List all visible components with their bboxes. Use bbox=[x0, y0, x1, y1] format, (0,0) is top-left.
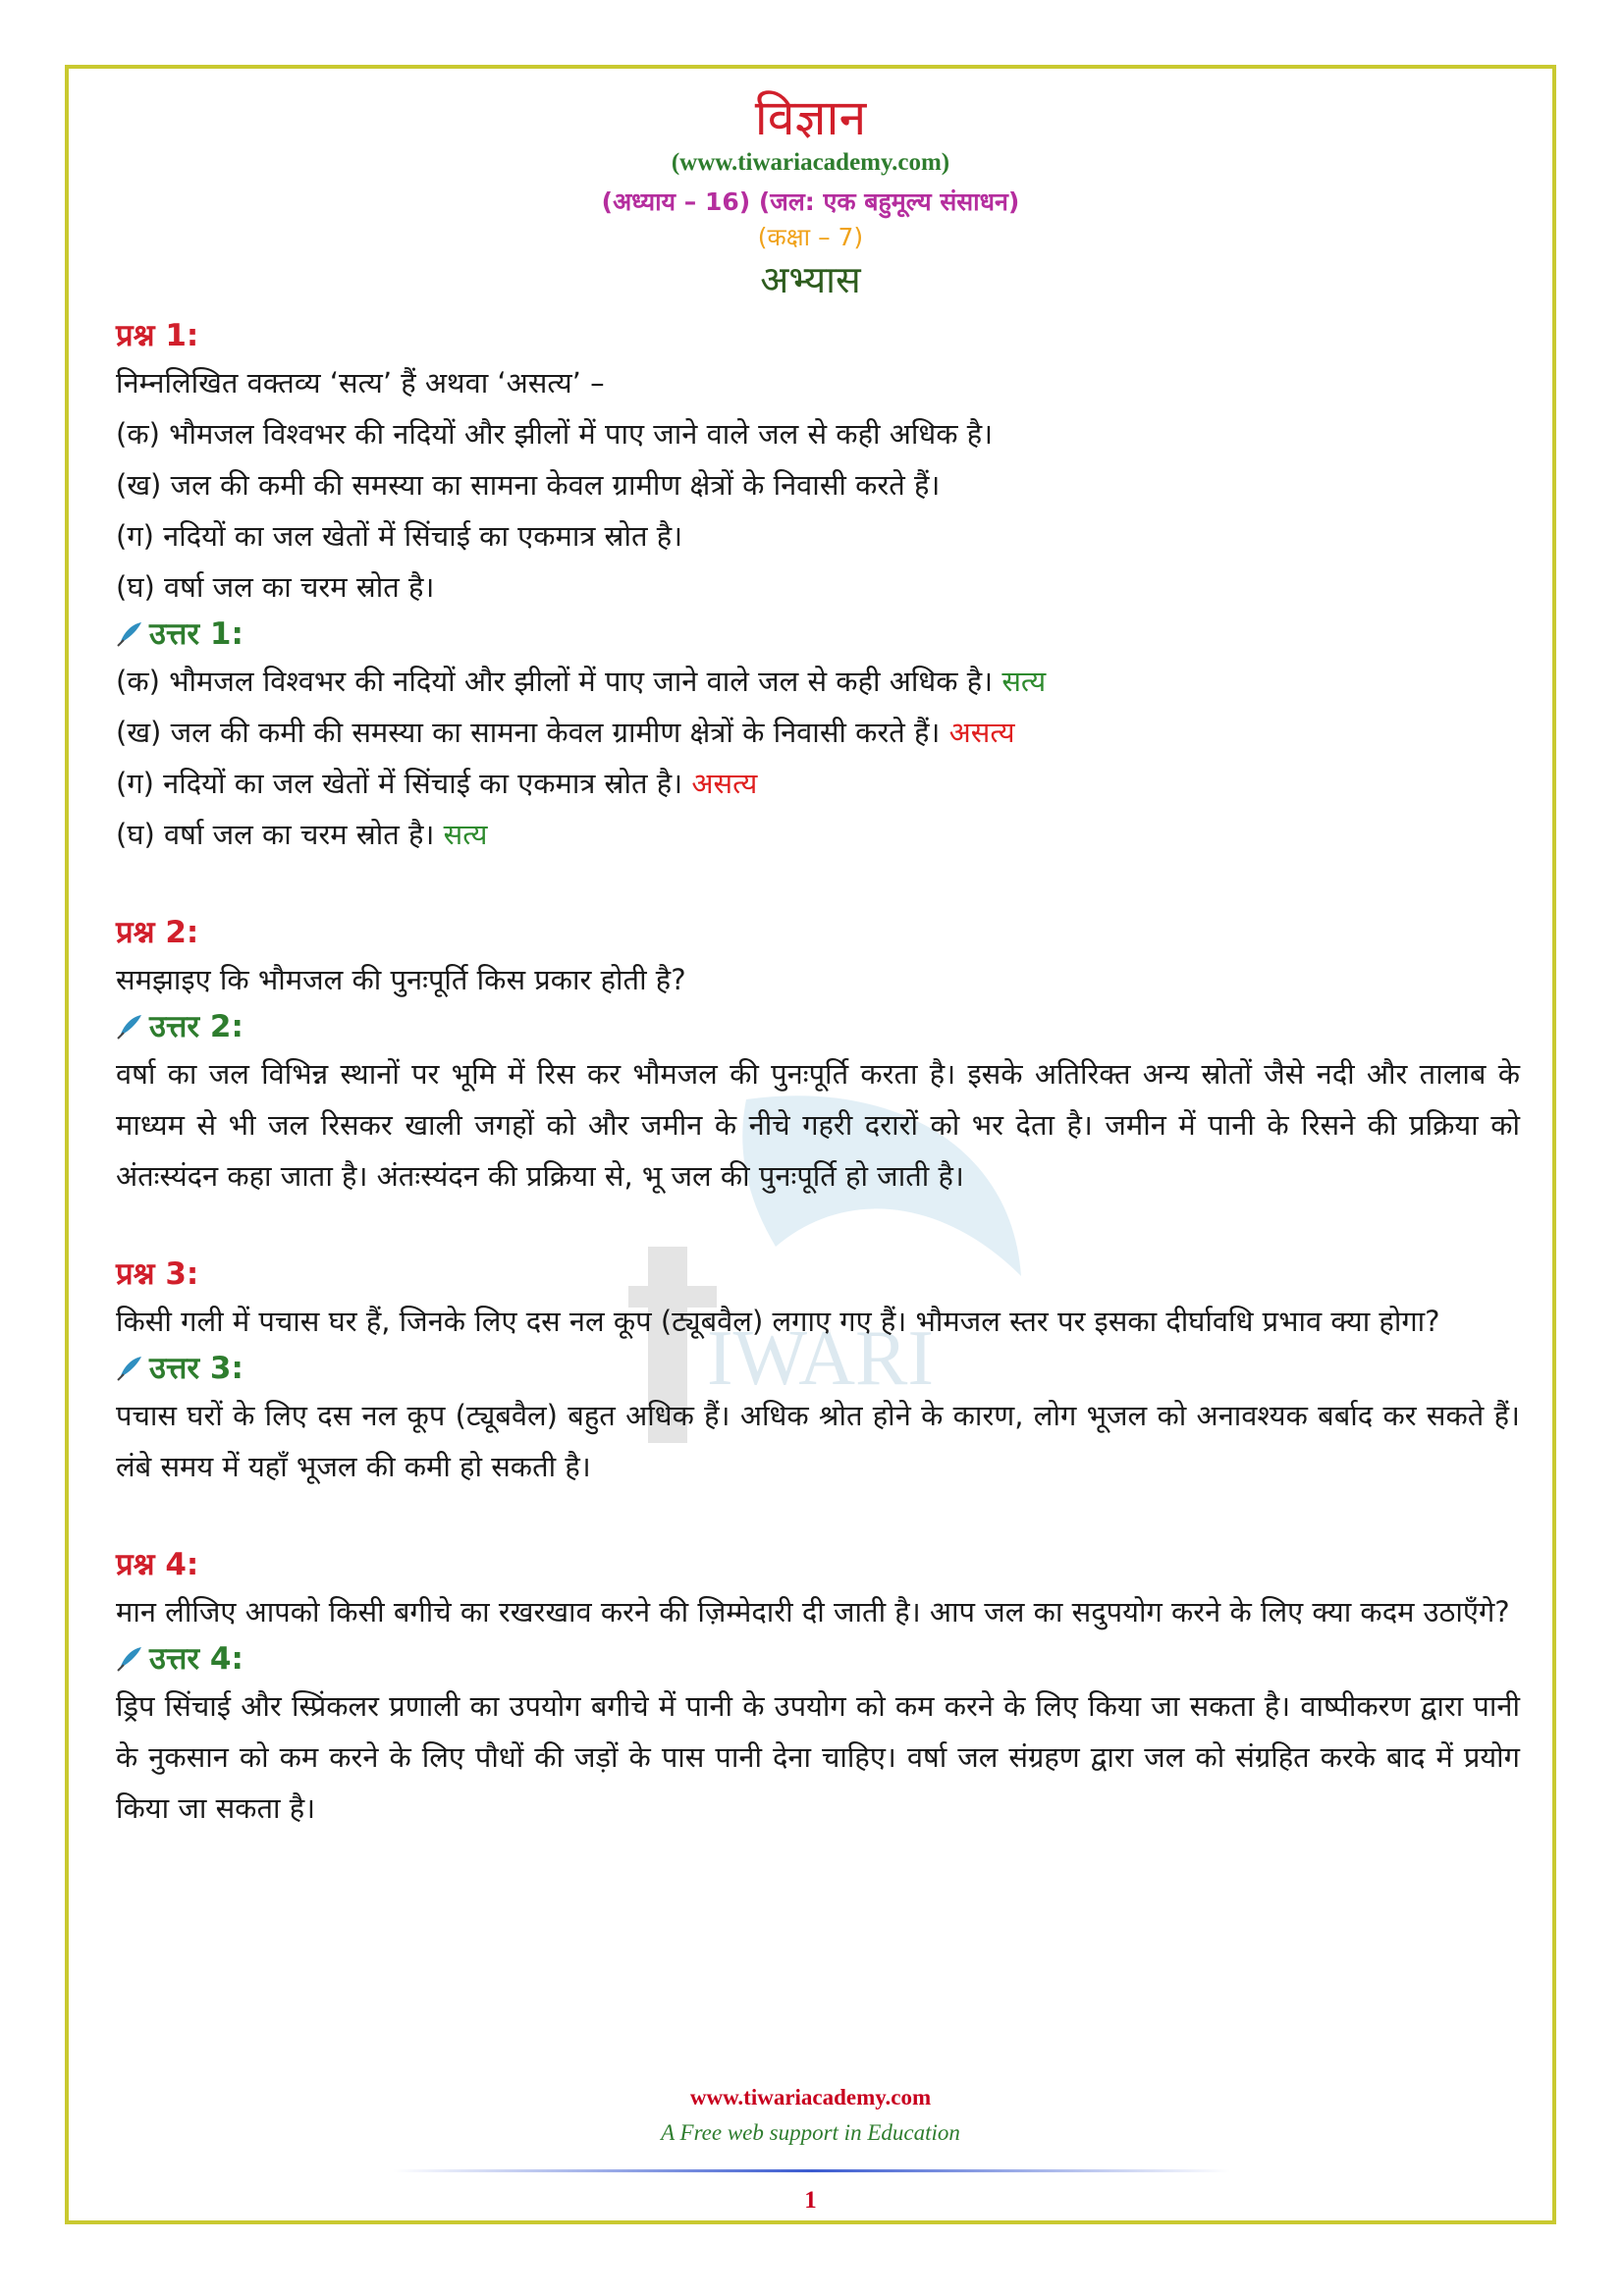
verdict: सत्य bbox=[1001, 665, 1047, 698]
verdict: असत्य bbox=[691, 767, 758, 800]
answer-text: पचास घरों के लिए दस नल कूप (ट्यूबवैल) बहुत अधिक हैं। अधिक श्रोत होने के कारण, लोग भूजल को अनावश्यक बर्बाद कर सकते हैं। लंबे समय में यहाँ भूजल की कमी हो सकती है। bbox=[116, 1399, 1520, 1483]
answer-label bbox=[116, 1637, 1520, 1681]
quill-icon bbox=[116, 1355, 143, 1382]
subject-title: विज्ञान bbox=[754, 89, 867, 146]
exercise-heading: अभ्यास bbox=[760, 258, 861, 301]
question-label: प्रश्न 2: bbox=[116, 915, 199, 950]
verdict: असत्य bbox=[948, 716, 1015, 749]
question-item: (क) भौमजल विश्वभर की नदियों और झीलों में पाए जाने वाले जल से कही अधिक है। bbox=[116, 417, 994, 451]
answer-text: (ख) जल की कमी की समस्या का सामना केवल ग्रामीण क्षेत्रों के निवासी करते हैं। bbox=[116, 716, 941, 749]
quill-icon bbox=[116, 1013, 143, 1041]
question-block-1 bbox=[116, 314, 1520, 860]
question-label: प्रश्न 1: bbox=[116, 318, 199, 353]
page-number: 1 bbox=[804, 2187, 817, 2214]
chapter-title: (अध्याय – 16) (जल: एक बहुमूल्य संसाधन) bbox=[601, 187, 1020, 216]
question-item: (ग) नदियों का जल खेतों में सिंचाई का एकमात्र स्रोत है। bbox=[116, 519, 683, 553]
answer-label-text: उत्तर 4: bbox=[149, 1641, 243, 1677]
answer-item bbox=[116, 758, 1520, 809]
quill-icon bbox=[116, 620, 143, 648]
answer-item bbox=[116, 656, 1520, 707]
footer-tagline: A Free web support in Education bbox=[661, 2120, 960, 2145]
question-item: (ख) जल की कमी की समस्या का सामना केवल ग्रामीण क्षेत्रों के निवासी करते हैं। bbox=[116, 468, 941, 502]
answer-text: ड्रिप सिंचाई और स्प्रिंकलर प्रणाली का उपयोग बगीचे में पानी के उपयोग को कम करने के लिए किया जा सकता है। वाष्पीकरण द्वारा पानी के नुकसान को कम करने के लिए पौधों की जड़ों के पास पानी देना चाहिए। वर्षा जल संग्रहण द्वारा जल को संग्रहित करके बाद में प्रयोग किया जा सकता है। bbox=[116, 1689, 1520, 1825]
footer-website-link[interactable]: www.tiwariacademy.com bbox=[689, 2085, 932, 2109]
answer-label-text: उत्तर 1: bbox=[149, 616, 243, 652]
answer-text: वर्षा का जल विभिन्न स्थानों पर भूमि में रिस कर भौमजल की पुनःपूर्ति करता है। इसके अतिरिक्त अन्य स्रोतों जैसे नदी और तालाब के माध्यम से भी जल रिसकर खाली जगहों को और जमीन के नीचे गहरी दरारों को भर देता है। जमीन में पानी के रिसने की प्रक्रिया को अंतःस्यंदन कहा जाता है। अंतःस्यंदन की प्रक्रिया से, भू जल की पुनःपूर्ति हो जाती है। bbox=[116, 1057, 1520, 1193]
question-intro: निम्नलिखित वक्तव्य ‘सत्य’ हैं अथवा ‘असत्य’ – bbox=[116, 366, 605, 400]
question-text: मान लीजिए आपको किसी बगीचे का रखरखाव करने की ज़िम्मेदारी दी जाती है। आप जल का सदुपयोग करने के लिए क्या कदम उठाएँगे? bbox=[116, 1595, 1510, 1629]
question-block-2 bbox=[116, 911, 1520, 1201]
footer-divider bbox=[393, 2169, 1230, 2172]
quill-icon bbox=[116, 1645, 143, 1673]
question-text: समझाइए कि भौमजल की पुनःपूर्ति किस प्रकार होती है? bbox=[116, 963, 686, 996]
answer-label bbox=[116, 613, 1520, 656]
class-label: (कक्षा – 7) bbox=[757, 223, 864, 251]
answer-label bbox=[116, 1005, 1520, 1048]
header-website: (www.tiwariacademy.com) bbox=[671, 149, 950, 176]
answer-label bbox=[116, 1347, 1520, 1390]
answer-text: (ग) नदियों का जल खेतों में सिंचाई का एकमात्र स्रोत है। bbox=[116, 767, 683, 800]
question-block-4 bbox=[116, 1543, 1520, 1834]
question-label: प्रश्न 4: bbox=[116, 1547, 199, 1582]
answer-text: (क) भौमजल विश्वभर की नदियों और झीलों में पाए जाने वाले जल से कही अधिक है। bbox=[116, 665, 994, 698]
answer-label-text: उत्तर 2: bbox=[149, 1009, 243, 1044]
svg-text:IWARI: IWARI bbox=[707, 1315, 935, 1402]
content bbox=[116, 314, 1520, 1885]
answer-item bbox=[116, 707, 1520, 758]
verdict: सत्य bbox=[443, 818, 488, 851]
question-block-3 bbox=[116, 1253, 1520, 1492]
answer-label-text: उत्तर 3: bbox=[149, 1351, 243, 1386]
question-label: प्रश्न 3: bbox=[116, 1256, 199, 1292]
answer-text: (घ) वर्षा जल का चरम स्रोत है। bbox=[116, 818, 435, 851]
answer-item bbox=[116, 809, 1520, 860]
question-text: किसी गली में पचास घर हैं, जिनके लिए दस नल कूप (ट्यूबवैल) लगाए गए हैं। भौमजल स्तर पर इसका दीर्घावधि प्रभाव क्या होगा? bbox=[116, 1305, 1440, 1338]
question-item: (घ) वर्षा जल का चरम स्रोत है। bbox=[116, 570, 435, 604]
